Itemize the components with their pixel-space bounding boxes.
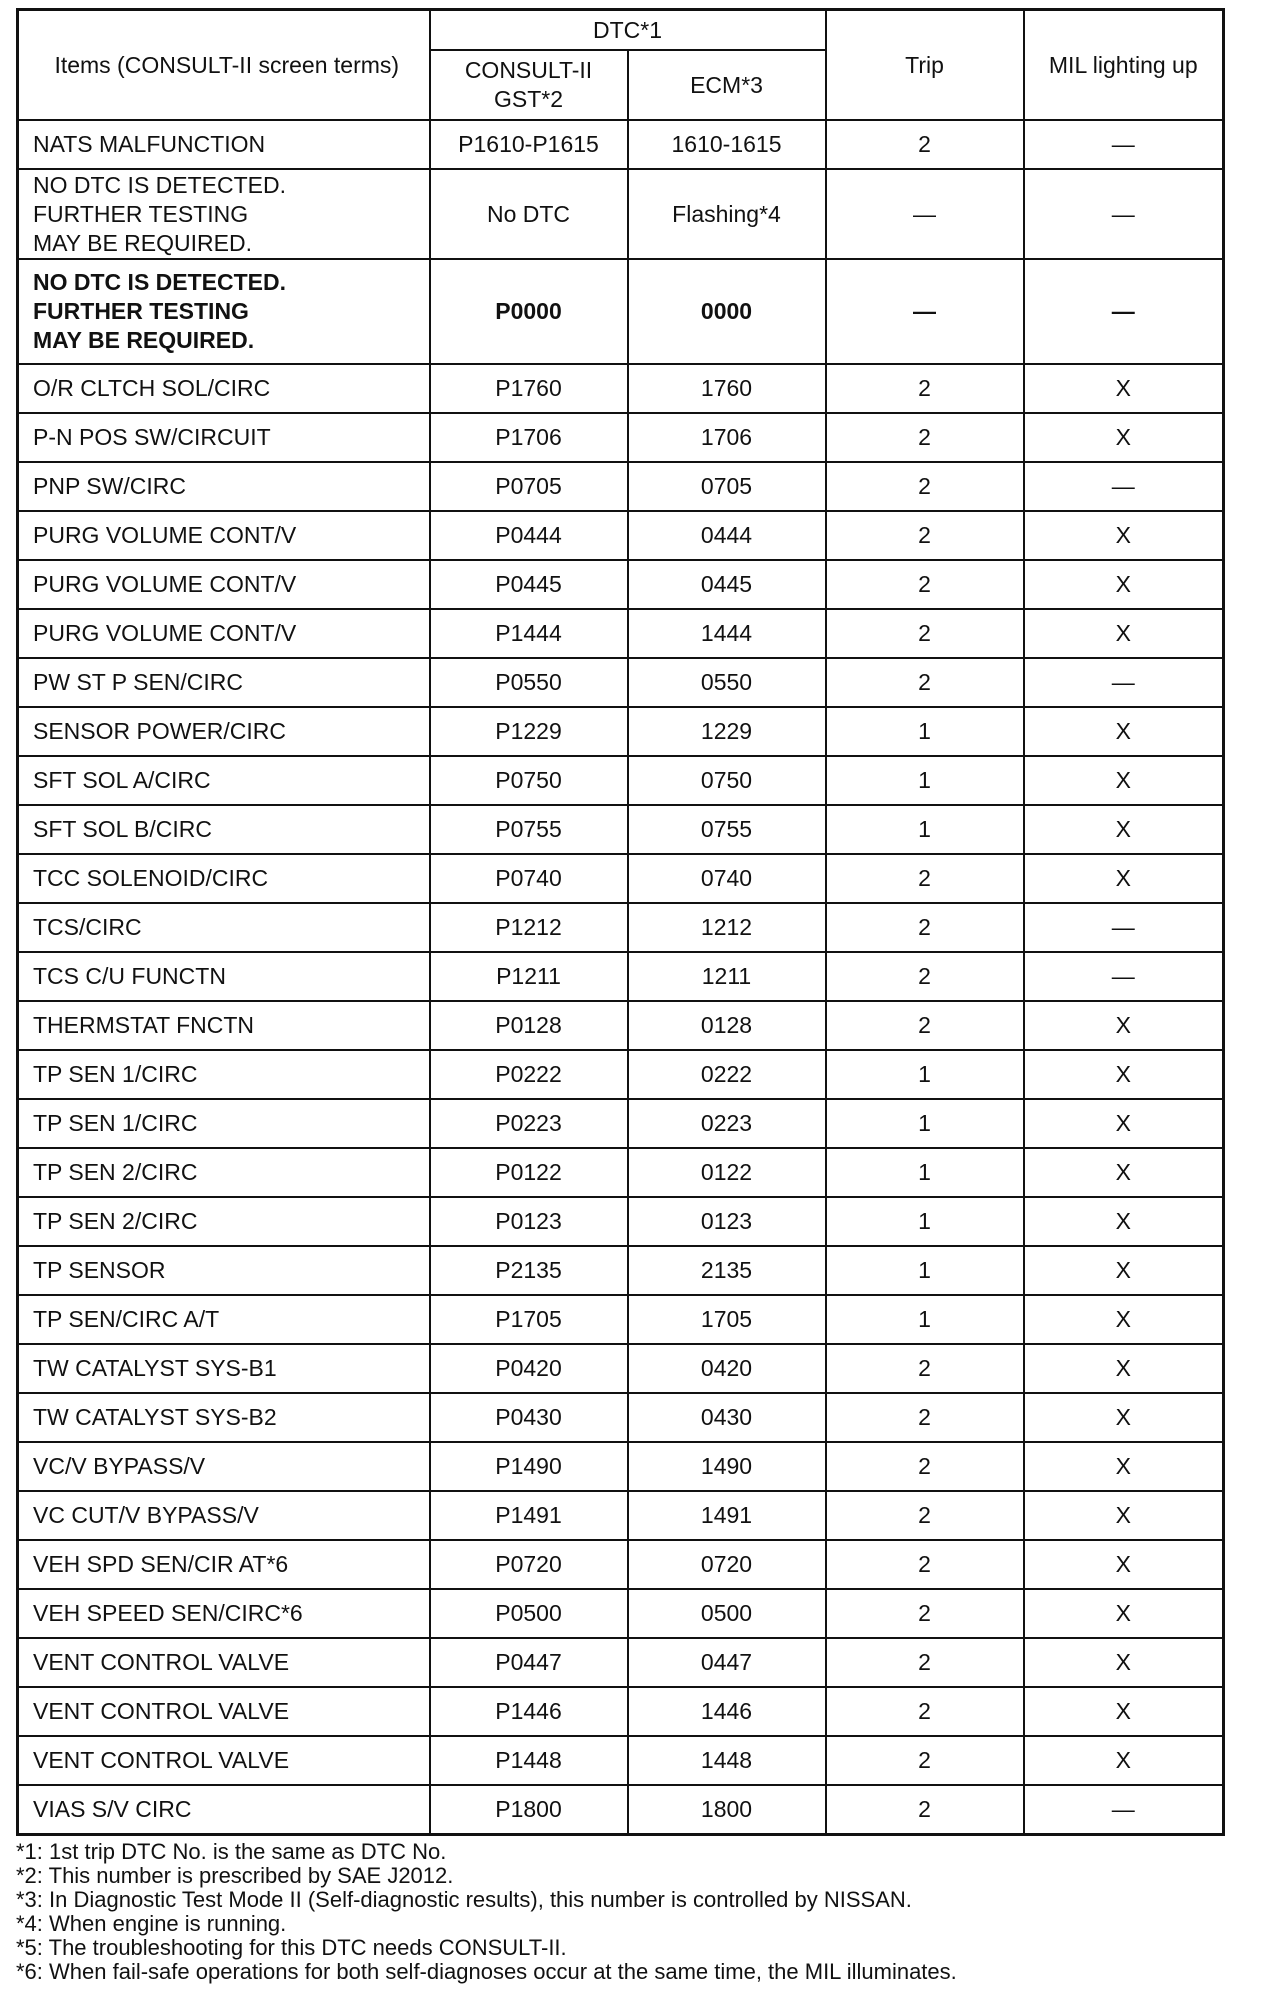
cell-consult-code: P0123 bbox=[430, 1197, 628, 1246]
table-row bbox=[18, 1197, 1224, 1246]
cell-item: TCC SOLENOID/CIRC bbox=[18, 854, 430, 903]
cell-mil: X bbox=[1024, 1393, 1224, 1442]
cell-item: TP SEN 1/CIRC bbox=[18, 1050, 430, 1099]
cell-trip: 2 bbox=[826, 1393, 1024, 1442]
dtc-table bbox=[16, 8, 1225, 1836]
cell-consult-code: P2135 bbox=[430, 1246, 628, 1295]
cell-mil: — bbox=[1024, 462, 1224, 511]
cell-ecm-code: 0447 bbox=[628, 1638, 826, 1687]
footnote: *4: When engine is running. bbox=[16, 1911, 287, 1936]
cell-trip: 2 bbox=[826, 854, 1024, 903]
cell-ecm-code: 0705 bbox=[628, 462, 826, 511]
table-row bbox=[18, 120, 1224, 169]
cell-mil: X bbox=[1024, 854, 1224, 903]
footnote: *6: When fail-safe operations for both self-diagnoses occur at the same time, the MIL illuminates. bbox=[16, 1959, 957, 1984]
cell-consult-code: P1491 bbox=[430, 1491, 628, 1540]
header-ecm: ECM*3 bbox=[628, 50, 826, 120]
cell-item: TCS C/U FUNCTN bbox=[18, 952, 430, 1001]
cell-item: P-N POS SW/CIRCUIT bbox=[18, 413, 430, 462]
cell-ecm-code: 0444 bbox=[628, 511, 826, 560]
cell-item: PURG VOLUME CONT/V bbox=[18, 511, 430, 560]
cell-mil: X bbox=[1024, 511, 1224, 560]
cell-ecm-code: 1490 bbox=[628, 1442, 826, 1491]
cell-ecm-code: 0420 bbox=[628, 1344, 826, 1393]
cell-mil: X bbox=[1024, 756, 1224, 805]
cell-trip: 2 bbox=[826, 462, 1024, 511]
cell-item: VC CUT/V BYPASS/V bbox=[18, 1491, 430, 1540]
table-row bbox=[18, 259, 1224, 364]
cell-item: VIAS S/V CIRC bbox=[18, 1785, 430, 1835]
cell-ecm-code: 0755 bbox=[628, 805, 826, 854]
table-row bbox=[18, 462, 1224, 511]
table-body bbox=[18, 120, 1224, 1835]
cell-consult-code: P0740 bbox=[430, 854, 628, 903]
cell-mil: X bbox=[1024, 609, 1224, 658]
table-row bbox=[18, 952, 1224, 1001]
cell-trip: 2 bbox=[826, 1442, 1024, 1491]
cell-consult-code: P0705 bbox=[430, 462, 628, 511]
cell-mil: X bbox=[1024, 1197, 1224, 1246]
cell-ecm-code: 0740 bbox=[628, 854, 826, 903]
cell-consult-code: P0122 bbox=[430, 1148, 628, 1197]
cell-consult-code: P1444 bbox=[430, 609, 628, 658]
cell-mil: — bbox=[1024, 1785, 1224, 1835]
header-consult: CONSULT-II GST*2 bbox=[430, 50, 628, 120]
cell-item: TP SEN 2/CIRC bbox=[18, 1148, 430, 1197]
cell-trip: 2 bbox=[826, 1540, 1024, 1589]
cell-ecm-code: 0000 bbox=[628, 259, 826, 364]
cell-trip: 1 bbox=[826, 756, 1024, 805]
cell-consult-code: P1705 bbox=[430, 1295, 628, 1344]
cell-trip: 1 bbox=[826, 1295, 1024, 1344]
cell-consult-code: P0755 bbox=[430, 805, 628, 854]
cell-trip: 1 bbox=[826, 805, 1024, 854]
cell-ecm-code: 0128 bbox=[628, 1001, 826, 1050]
cell-item: PURG VOLUME CONT/V bbox=[18, 609, 430, 658]
cell-item: SFT SOL B/CIRC bbox=[18, 805, 430, 854]
cell-ecm-code: 1448 bbox=[628, 1736, 826, 1785]
cell-ecm-code: 1212 bbox=[628, 903, 826, 952]
cell-trip: 2 bbox=[826, 1344, 1024, 1393]
cell-trip: 2 bbox=[826, 364, 1024, 413]
cell-consult-code: P0128 bbox=[430, 1001, 628, 1050]
table-row bbox=[18, 1687, 1224, 1736]
cell-mil: X bbox=[1024, 1736, 1224, 1785]
cell-trip: 2 bbox=[826, 1638, 1024, 1687]
cell-consult-code: P0750 bbox=[430, 756, 628, 805]
cell-mil: — bbox=[1024, 259, 1224, 364]
cell-trip: 2 bbox=[826, 511, 1024, 560]
table-row bbox=[18, 1344, 1224, 1393]
cell-ecm-code: 1706 bbox=[628, 413, 826, 462]
cell-consult-code: P1800 bbox=[430, 1785, 628, 1835]
cell-trip: — bbox=[826, 169, 1024, 259]
cell-ecm-code: 1491 bbox=[628, 1491, 826, 1540]
cell-ecm-code: 1610-1615 bbox=[628, 120, 826, 169]
cell-consult-code: P0445 bbox=[430, 560, 628, 609]
cell-ecm-code: 0750 bbox=[628, 756, 826, 805]
cell-mil: X bbox=[1024, 1344, 1224, 1393]
table-row bbox=[18, 658, 1224, 707]
cell-mil: X bbox=[1024, 413, 1224, 462]
cell-consult-code: P0222 bbox=[430, 1050, 628, 1099]
cell-ecm-code: 0222 bbox=[628, 1050, 826, 1099]
table-row bbox=[18, 1001, 1224, 1050]
cell-ecm-code: 1444 bbox=[628, 609, 826, 658]
cell-ecm-code: 0430 bbox=[628, 1393, 826, 1442]
cell-trip: 1 bbox=[826, 1148, 1024, 1197]
cell-trip: 2 bbox=[826, 560, 1024, 609]
cell-item: TW CATALYST SYS-B1 bbox=[18, 1344, 430, 1393]
cell-mil: X bbox=[1024, 1687, 1224, 1736]
cell-item: NO DTC IS DETECTED. FURTHER TESTING MAY BE REQUIRED. bbox=[18, 169, 430, 259]
cell-consult-code: No DTC bbox=[430, 169, 628, 259]
cell-item: SFT SOL A/CIRC bbox=[18, 756, 430, 805]
cell-mil: — bbox=[1024, 903, 1224, 952]
cell-ecm-code: 0122 bbox=[628, 1148, 826, 1197]
cell-trip: 2 bbox=[826, 1491, 1024, 1540]
cell-mil: X bbox=[1024, 1001, 1224, 1050]
cell-trip: 2 bbox=[826, 903, 1024, 952]
cell-consult-code: P1446 bbox=[430, 1687, 628, 1736]
cell-mil: — bbox=[1024, 952, 1224, 1001]
header-items: Items (CONSULT-II screen terms) bbox=[18, 10, 430, 121]
table-header-row bbox=[18, 10, 1224, 51]
footnotes bbox=[16, 1840, 1236, 1984]
cell-consult-code: P0223 bbox=[430, 1099, 628, 1148]
cell-trip: 2 bbox=[826, 1785, 1024, 1835]
cell-item: TP SEN 1/CIRC bbox=[18, 1099, 430, 1148]
cell-ecm-code: 2135 bbox=[628, 1246, 826, 1295]
cell-mil: X bbox=[1024, 364, 1224, 413]
table-row bbox=[18, 1393, 1224, 1442]
cell-consult-code: P1212 bbox=[430, 903, 628, 952]
cell-item: NO DTC IS DETECTED. FURTHER TESTING MAY BE REQUIRED. bbox=[18, 259, 430, 364]
table-row bbox=[18, 169, 1224, 259]
cell-item: VENT CONTROL VALVE bbox=[18, 1638, 430, 1687]
table-row bbox=[18, 707, 1224, 756]
cell-trip: 1 bbox=[826, 1246, 1024, 1295]
cell-item: VENT CONTROL VALVE bbox=[18, 1736, 430, 1785]
cell-trip: 2 bbox=[826, 609, 1024, 658]
cell-consult-code: P0550 bbox=[430, 658, 628, 707]
cell-trip: 1 bbox=[826, 1099, 1024, 1148]
cell-ecm-code: 1446 bbox=[628, 1687, 826, 1736]
footnote: *2: This number is prescribed by SAE J2012. bbox=[16, 1863, 454, 1888]
table-row bbox=[18, 1246, 1224, 1295]
footnote: *1: 1st trip DTC No. is the same as DTC No. bbox=[16, 1839, 447, 1864]
table-row bbox=[18, 1050, 1224, 1099]
cell-mil: X bbox=[1024, 1589, 1224, 1638]
table-row bbox=[18, 1148, 1224, 1197]
cell-mil: X bbox=[1024, 1638, 1224, 1687]
cell-trip: 1 bbox=[826, 1197, 1024, 1246]
cell-trip: — bbox=[826, 259, 1024, 364]
cell-trip: 2 bbox=[826, 1001, 1024, 1050]
cell-ecm-code: 0720 bbox=[628, 1540, 826, 1589]
cell-item: VENT CONTROL VALVE bbox=[18, 1687, 430, 1736]
cell-consult-code: P1211 bbox=[430, 952, 628, 1001]
table-row bbox=[18, 1638, 1224, 1687]
table-row bbox=[18, 1589, 1224, 1638]
cell-consult-code: P1490 bbox=[430, 1442, 628, 1491]
cell-consult-code: P1706 bbox=[430, 413, 628, 462]
cell-trip: 2 bbox=[826, 413, 1024, 462]
table-row bbox=[18, 364, 1224, 413]
cell-consult-code: P1229 bbox=[430, 707, 628, 756]
header-mil: MIL lighting up bbox=[1024, 10, 1224, 121]
cell-item: TW CATALYST SYS-B2 bbox=[18, 1393, 430, 1442]
cell-item: VEH SPEED SEN/CIRC*6 bbox=[18, 1589, 430, 1638]
table-row bbox=[18, 1736, 1224, 1785]
cell-mil: X bbox=[1024, 1540, 1224, 1589]
cell-item: TP SEN 2/CIRC bbox=[18, 1197, 430, 1246]
cell-mil: — bbox=[1024, 658, 1224, 707]
table-row bbox=[18, 1099, 1224, 1148]
cell-item: SENSOR POWER/CIRC bbox=[18, 707, 430, 756]
cell-item: NATS MALFUNCTION bbox=[18, 120, 430, 169]
table-row bbox=[18, 1785, 1224, 1835]
cell-consult-code: P0420 bbox=[430, 1344, 628, 1393]
cell-ecm-code: 1760 bbox=[628, 364, 826, 413]
cell-ecm-code: 1229 bbox=[628, 707, 826, 756]
cell-trip: 2 bbox=[826, 1736, 1024, 1785]
cell-item: PURG VOLUME CONT/V bbox=[18, 560, 430, 609]
cell-mil: — bbox=[1024, 169, 1224, 259]
cell-mil: — bbox=[1024, 120, 1224, 169]
cell-mil: X bbox=[1024, 1148, 1224, 1197]
cell-ecm-code: 1800 bbox=[628, 1785, 826, 1835]
table-row bbox=[18, 560, 1224, 609]
cell-consult-code: P1610-P1615 bbox=[430, 120, 628, 169]
cell-trip: 2 bbox=[826, 120, 1024, 169]
cell-mil: X bbox=[1024, 1099, 1224, 1148]
cell-item: VEH SPD SEN/CIR AT*6 bbox=[18, 1540, 430, 1589]
header-trip: Trip bbox=[826, 10, 1024, 121]
table-row bbox=[18, 1442, 1224, 1491]
cell-ecm-code: 0550 bbox=[628, 658, 826, 707]
table-row bbox=[18, 903, 1224, 952]
cell-consult-code: P0500 bbox=[430, 1589, 628, 1638]
cell-mil: X bbox=[1024, 1442, 1224, 1491]
cell-mil: X bbox=[1024, 560, 1224, 609]
cell-consult-code: P1760 bbox=[430, 364, 628, 413]
table-row bbox=[18, 511, 1224, 560]
cell-ecm-code: 1211 bbox=[628, 952, 826, 1001]
cell-ecm-code: 0123 bbox=[628, 1197, 826, 1246]
cell-trip: 1 bbox=[826, 707, 1024, 756]
cell-ecm-code: 0500 bbox=[628, 1589, 826, 1638]
cell-item: TCS/CIRC bbox=[18, 903, 430, 952]
table-row bbox=[18, 413, 1224, 462]
table-row bbox=[18, 1491, 1224, 1540]
footnote: *5: The troubleshooting for this DTC needs CONSULT-II. bbox=[16, 1935, 567, 1960]
cell-mil: X bbox=[1024, 805, 1224, 854]
cell-mil: X bbox=[1024, 1050, 1224, 1099]
table-row bbox=[18, 1295, 1224, 1344]
cell-consult-code: P0720 bbox=[430, 1540, 628, 1589]
cell-item: TP SENSOR bbox=[18, 1246, 430, 1295]
table-row bbox=[18, 805, 1224, 854]
cell-consult-code: P0447 bbox=[430, 1638, 628, 1687]
cell-item: PW ST P SEN/CIRC bbox=[18, 658, 430, 707]
cell-trip: 2 bbox=[826, 952, 1024, 1001]
cell-mil: X bbox=[1024, 707, 1224, 756]
cell-trip: 2 bbox=[826, 658, 1024, 707]
cell-mil: X bbox=[1024, 1491, 1224, 1540]
cell-ecm-code: 0445 bbox=[628, 560, 826, 609]
cell-trip: 1 bbox=[826, 1050, 1024, 1099]
cell-item: PNP SW/CIRC bbox=[18, 462, 430, 511]
footnote: *3: In Diagnostic Test Mode II (Self-diagnostic results), this number is controlled by NISSAN. bbox=[16, 1887, 912, 1912]
table-row bbox=[18, 854, 1224, 903]
cell-consult-code: P0444 bbox=[430, 511, 628, 560]
cell-ecm-code: 1705 bbox=[628, 1295, 826, 1344]
cell-consult-code: P0000 bbox=[430, 259, 628, 364]
table-row bbox=[18, 1540, 1224, 1589]
cell-ecm-code: 0223 bbox=[628, 1099, 826, 1148]
cell-mil: X bbox=[1024, 1246, 1224, 1295]
cell-item: VC/V BYPASS/V bbox=[18, 1442, 430, 1491]
cell-consult-code: P1448 bbox=[430, 1736, 628, 1785]
cell-item: TP SEN/CIRC A/T bbox=[18, 1295, 430, 1344]
cell-consult-code: P0430 bbox=[430, 1393, 628, 1442]
cell-item: THERMSTAT FNCTN bbox=[18, 1001, 430, 1050]
table-row bbox=[18, 756, 1224, 805]
cell-trip: 2 bbox=[826, 1589, 1024, 1638]
cell-trip: 2 bbox=[826, 1687, 1024, 1736]
table-row bbox=[18, 609, 1224, 658]
header-dtc: DTC*1 bbox=[430, 10, 826, 51]
cell-ecm-code: Flashing*4 bbox=[628, 169, 826, 259]
cell-mil: X bbox=[1024, 1295, 1224, 1344]
cell-item: O/R CLTCH SOL/CIRC bbox=[18, 364, 430, 413]
